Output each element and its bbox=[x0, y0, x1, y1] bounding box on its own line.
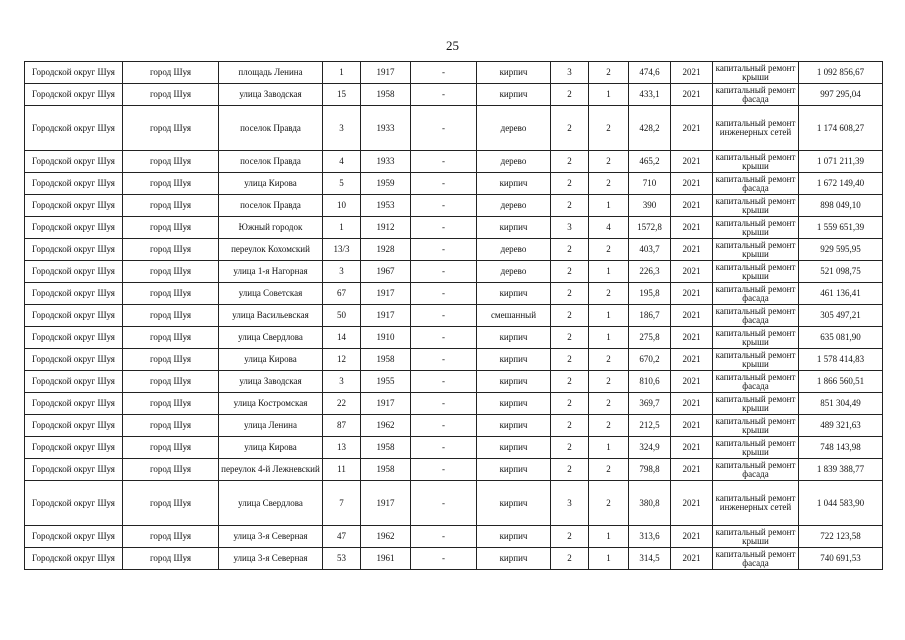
street-cell: переулок Кохомский bbox=[219, 239, 323, 261]
table-row bbox=[25, 84, 883, 106]
street-cell: улица Заводская bbox=[219, 371, 323, 393]
floors-cell: 2 bbox=[551, 151, 589, 173]
municipality-cell: Городской округ Шуя bbox=[25, 548, 123, 570]
cost-cell: 1 866 560,51 bbox=[799, 371, 883, 393]
plan-year-cell: 2021 bbox=[671, 283, 713, 305]
street-cell: улица Кирова bbox=[219, 437, 323, 459]
cost-cell: 997 295,04 bbox=[799, 84, 883, 106]
wall-material-cell: дерево bbox=[477, 151, 551, 173]
entrances-cell: 1 bbox=[589, 261, 629, 283]
municipality-cell: Городской округ Шуя bbox=[25, 393, 123, 415]
house-number-cell: 4 bbox=[323, 151, 361, 173]
plan-year-cell: 2021 bbox=[671, 481, 713, 526]
table-row bbox=[25, 548, 883, 570]
wall-material-cell: кирпич bbox=[477, 327, 551, 349]
floors-cell: 3 bbox=[551, 62, 589, 84]
cost-cell: 722 123,58 bbox=[799, 526, 883, 548]
house-number-cell: 13/3 bbox=[323, 239, 361, 261]
street-cell: улица Кирова bbox=[219, 349, 323, 371]
entrances-cell: 2 bbox=[589, 415, 629, 437]
repair-type-cell: капитальный ремонт фасада bbox=[713, 283, 799, 305]
floors-cell: 2 bbox=[551, 548, 589, 570]
floors-cell: 2 bbox=[551, 415, 589, 437]
entrances-cell: 2 bbox=[589, 371, 629, 393]
area-cell: 390 bbox=[629, 195, 671, 217]
wall-material-cell: кирпич bbox=[477, 415, 551, 437]
settlement-cell: город Шуя bbox=[123, 173, 219, 195]
repair-type-cell: капитальный ремонт фасада bbox=[713, 305, 799, 327]
wall-material-cell: кирпич bbox=[477, 371, 551, 393]
settlement-cell: город Шуя bbox=[123, 84, 219, 106]
settlement-cell: город Шуя bbox=[123, 106, 219, 151]
cost-cell: 1 044 583,90 bbox=[799, 481, 883, 526]
area-cell: 275,8 bbox=[629, 327, 671, 349]
area-cell: 186,7 bbox=[629, 305, 671, 327]
house-number-cell: 12 bbox=[323, 349, 361, 371]
settlement-cell: город Шуя bbox=[123, 393, 219, 415]
floors-cell: 2 bbox=[551, 261, 589, 283]
reconstruction-year-cell: - bbox=[411, 526, 477, 548]
reconstruction-year-cell: - bbox=[411, 371, 477, 393]
house-number-cell: 3 bbox=[323, 106, 361, 151]
table-row bbox=[25, 327, 883, 349]
street-cell: улица Васильевская bbox=[219, 305, 323, 327]
wall-material-cell: дерево bbox=[477, 261, 551, 283]
area-cell: 798,8 bbox=[629, 459, 671, 481]
settlement-cell: город Шуя bbox=[123, 239, 219, 261]
repair-type-cell: капитальный ремонт крыши bbox=[713, 217, 799, 239]
house-number-cell: 1 bbox=[323, 62, 361, 84]
entrances-cell: 2 bbox=[589, 239, 629, 261]
street-cell: улица Заводская bbox=[219, 84, 323, 106]
plan-year-cell: 2021 bbox=[671, 195, 713, 217]
area-cell: 212,5 bbox=[629, 415, 671, 437]
plan-year-cell: 2021 bbox=[671, 84, 713, 106]
entrances-cell: 2 bbox=[589, 173, 629, 195]
repair-type-cell: капитальный ремонт крыши bbox=[713, 327, 799, 349]
table-row bbox=[25, 349, 883, 371]
entrances-cell: 1 bbox=[589, 548, 629, 570]
wall-material-cell: кирпич bbox=[477, 283, 551, 305]
municipality-cell: Городской округ Шуя bbox=[25, 106, 123, 151]
reconstruction-year-cell: - bbox=[411, 217, 477, 239]
floors-cell: 2 bbox=[551, 239, 589, 261]
area-cell: 369,7 bbox=[629, 393, 671, 415]
area-cell: 324,9 bbox=[629, 437, 671, 459]
floors-cell: 2 bbox=[551, 106, 589, 151]
plan-year-cell: 2021 bbox=[671, 437, 713, 459]
build-year-cell: 1958 bbox=[361, 84, 411, 106]
street-cell: переулок 4-й Лежневский bbox=[219, 459, 323, 481]
page-number: 25 bbox=[446, 38, 459, 53]
municipality-cell: Городской округ Шуя bbox=[25, 283, 123, 305]
municipality-cell: Городской округ Шуя bbox=[25, 217, 123, 239]
build-year-cell: 1958 bbox=[361, 459, 411, 481]
floors-cell: 2 bbox=[551, 459, 589, 481]
cost-cell: 1 578 414,83 bbox=[799, 349, 883, 371]
street-cell: улица Свердлова bbox=[219, 327, 323, 349]
build-year-cell: 1953 bbox=[361, 195, 411, 217]
reconstruction-year-cell: - bbox=[411, 393, 477, 415]
repair-type-cell: капитальный ремонт крыши bbox=[713, 526, 799, 548]
floors-cell: 3 bbox=[551, 481, 589, 526]
area-cell: 380,8 bbox=[629, 481, 671, 526]
repair-type-cell: капитальный ремонт фасада bbox=[713, 173, 799, 195]
entrances-cell: 2 bbox=[589, 151, 629, 173]
reconstruction-year-cell: - bbox=[411, 305, 477, 327]
floors-cell: 2 bbox=[551, 327, 589, 349]
cost-cell: 489 321,63 bbox=[799, 415, 883, 437]
street-cell: улица Ленина bbox=[219, 415, 323, 437]
repair-type-cell: капитальный ремонт фасада bbox=[713, 84, 799, 106]
settlement-cell: город Шуя bbox=[123, 349, 219, 371]
house-number-cell: 50 bbox=[323, 305, 361, 327]
plan-year-cell: 2021 bbox=[671, 305, 713, 327]
reconstruction-year-cell: - bbox=[411, 437, 477, 459]
table-row bbox=[25, 371, 883, 393]
repair-type-cell: капитальный ремонт крыши bbox=[713, 437, 799, 459]
municipality-cell: Городской округ Шуя bbox=[25, 526, 123, 548]
settlement-cell: город Шуя bbox=[123, 195, 219, 217]
house-number-cell: 5 bbox=[323, 173, 361, 195]
reconstruction-year-cell: - bbox=[411, 173, 477, 195]
house-number-cell: 10 bbox=[323, 195, 361, 217]
entrances-cell: 2 bbox=[589, 283, 629, 305]
table-row bbox=[25, 305, 883, 327]
settlement-cell: город Шуя bbox=[123, 481, 219, 526]
build-year-cell: 1962 bbox=[361, 526, 411, 548]
wall-material-cell: дерево bbox=[477, 106, 551, 151]
entrances-cell: 2 bbox=[589, 481, 629, 526]
table-row bbox=[25, 239, 883, 261]
repair-type-cell: капитальный ремонт крыши bbox=[713, 239, 799, 261]
municipality-cell: Городской округ Шуя bbox=[25, 481, 123, 526]
street-cell: улица 3-я Северная bbox=[219, 548, 323, 570]
municipality-cell: Городской округ Шуя bbox=[25, 62, 123, 84]
build-year-cell: 1928 bbox=[361, 239, 411, 261]
floors-cell: 2 bbox=[551, 84, 589, 106]
build-year-cell: 1917 bbox=[361, 283, 411, 305]
build-year-cell: 1961 bbox=[361, 548, 411, 570]
floors-cell: 2 bbox=[551, 195, 589, 217]
reconstruction-year-cell: - bbox=[411, 239, 477, 261]
settlement-cell: город Шуя bbox=[123, 437, 219, 459]
street-cell: улица Советская bbox=[219, 283, 323, 305]
table-row bbox=[25, 415, 883, 437]
street-cell: улица 3-я Северная bbox=[219, 526, 323, 548]
floors-cell: 2 bbox=[551, 305, 589, 327]
build-year-cell: 1967 bbox=[361, 261, 411, 283]
table-row bbox=[25, 195, 883, 217]
municipality-cell: Городской округ Шуя bbox=[25, 459, 123, 481]
plan-year-cell: 2021 bbox=[671, 261, 713, 283]
wall-material-cell: кирпич bbox=[477, 481, 551, 526]
reconstruction-year-cell: - bbox=[411, 151, 477, 173]
repair-type-cell: капитальный ремонт крыши bbox=[713, 415, 799, 437]
floors-cell: 2 bbox=[551, 283, 589, 305]
municipality-cell: Городской округ Шуя bbox=[25, 239, 123, 261]
reconstruction-year-cell: - bbox=[411, 62, 477, 84]
area-cell: 226,3 bbox=[629, 261, 671, 283]
area-cell: 670,2 bbox=[629, 349, 671, 371]
wall-material-cell: кирпич bbox=[477, 526, 551, 548]
settlement-cell: город Шуя bbox=[123, 151, 219, 173]
table-row bbox=[25, 217, 883, 239]
entrances-cell: 1 bbox=[589, 84, 629, 106]
entrances-cell: 1 bbox=[589, 327, 629, 349]
area-cell: 428,2 bbox=[629, 106, 671, 151]
table-row bbox=[25, 437, 883, 459]
build-year-cell: 1917 bbox=[361, 481, 411, 526]
reconstruction-year-cell: - bbox=[411, 548, 477, 570]
municipality-cell: Городской округ Шуя bbox=[25, 371, 123, 393]
plan-year-cell: 2021 bbox=[671, 526, 713, 548]
wall-material-cell: смешанный bbox=[477, 305, 551, 327]
municipality-cell: Городской округ Шуя bbox=[25, 84, 123, 106]
plan-year-cell: 2021 bbox=[671, 173, 713, 195]
repair-type-cell: капитальный ремонт фасада bbox=[713, 548, 799, 570]
build-year-cell: 1962 bbox=[361, 415, 411, 437]
municipality-cell: Городской округ Шуя bbox=[25, 261, 123, 283]
area-cell: 710 bbox=[629, 173, 671, 195]
build-year-cell: 1958 bbox=[361, 437, 411, 459]
settlement-cell: город Шуя bbox=[123, 283, 219, 305]
plan-year-cell: 2021 bbox=[671, 371, 713, 393]
repair-type-cell: капитальный ремонт фасада bbox=[713, 459, 799, 481]
plan-year-cell: 2021 bbox=[671, 327, 713, 349]
municipality-cell: Городской округ Шуя bbox=[25, 349, 123, 371]
reconstruction-year-cell: - bbox=[411, 261, 477, 283]
entrances-cell: 1 bbox=[589, 437, 629, 459]
settlement-cell: город Шуя bbox=[123, 415, 219, 437]
street-cell: поселок Правда bbox=[219, 195, 323, 217]
house-number-cell: 22 bbox=[323, 393, 361, 415]
plan-year-cell: 2021 bbox=[671, 62, 713, 84]
entrances-cell: 1 bbox=[589, 305, 629, 327]
build-year-cell: 1917 bbox=[361, 393, 411, 415]
build-year-cell: 1955 bbox=[361, 371, 411, 393]
municipality-cell: Городской округ Шуя bbox=[25, 195, 123, 217]
reconstruction-year-cell: - bbox=[411, 327, 477, 349]
area-cell: 313,6 bbox=[629, 526, 671, 548]
area-cell: 195,8 bbox=[629, 283, 671, 305]
entrances-cell: 1 bbox=[589, 195, 629, 217]
repair-type-cell: капитальный ремонт крыши bbox=[713, 151, 799, 173]
table-row bbox=[25, 106, 883, 151]
reconstruction-year-cell: - bbox=[411, 459, 477, 481]
house-number-cell: 87 bbox=[323, 415, 361, 437]
municipality-cell: Городской округ Шуя bbox=[25, 327, 123, 349]
area-cell: 433,1 bbox=[629, 84, 671, 106]
cost-cell: 1 174 608,27 bbox=[799, 106, 883, 151]
house-number-cell: 67 bbox=[323, 283, 361, 305]
housing-repair-table bbox=[24, 61, 883, 570]
settlement-cell: город Шуя bbox=[123, 327, 219, 349]
floors-cell: 2 bbox=[551, 371, 589, 393]
entrances-cell: 1 bbox=[589, 526, 629, 548]
house-number-cell: 14 bbox=[323, 327, 361, 349]
plan-year-cell: 2021 bbox=[671, 415, 713, 437]
settlement-cell: город Шуя bbox=[123, 548, 219, 570]
wall-material-cell: кирпич bbox=[477, 459, 551, 481]
entrances-cell: 2 bbox=[589, 459, 629, 481]
repair-type-cell: капитальный ремонт крыши bbox=[713, 62, 799, 84]
settlement-cell: город Шуя bbox=[123, 261, 219, 283]
area-cell: 403,7 bbox=[629, 239, 671, 261]
settlement-cell: город Шуя bbox=[123, 305, 219, 327]
repair-type-cell: капитальный ремонт крыши bbox=[713, 261, 799, 283]
plan-year-cell: 2021 bbox=[671, 239, 713, 261]
floors-cell: 3 bbox=[551, 217, 589, 239]
wall-material-cell: дерево bbox=[477, 195, 551, 217]
cost-cell: 1 092 856,67 bbox=[799, 62, 883, 84]
build-year-cell: 1917 bbox=[361, 305, 411, 327]
cost-cell: 740 691,53 bbox=[799, 548, 883, 570]
wall-material-cell: кирпич bbox=[477, 173, 551, 195]
cost-cell: 929 595,95 bbox=[799, 239, 883, 261]
repair-type-cell: капитальный ремонт инженерных сетей bbox=[713, 481, 799, 526]
house-number-cell: 13 bbox=[323, 437, 361, 459]
build-year-cell: 1958 bbox=[361, 349, 411, 371]
wall-material-cell: дерево bbox=[477, 239, 551, 261]
build-year-cell: 1959 bbox=[361, 173, 411, 195]
house-number-cell: 3 bbox=[323, 371, 361, 393]
settlement-cell: город Шуя bbox=[123, 217, 219, 239]
table-row bbox=[25, 393, 883, 415]
street-cell: улица Свердлова bbox=[219, 481, 323, 526]
street-cell: улица Кирова bbox=[219, 173, 323, 195]
cost-cell: 635 081,90 bbox=[799, 327, 883, 349]
wall-material-cell: кирпич bbox=[477, 62, 551, 84]
repair-type-cell: капитальный ремонт крыши bbox=[713, 393, 799, 415]
wall-material-cell: кирпич bbox=[477, 349, 551, 371]
cost-cell: 521 098,75 bbox=[799, 261, 883, 283]
entrances-cell: 2 bbox=[589, 106, 629, 151]
plan-year-cell: 2021 bbox=[671, 151, 713, 173]
floors-cell: 2 bbox=[551, 393, 589, 415]
table-row bbox=[25, 283, 883, 305]
repair-type-cell: капитальный ремонт фасада bbox=[713, 371, 799, 393]
area-cell: 314,5 bbox=[629, 548, 671, 570]
street-cell: улица 1-я Нагорная bbox=[219, 261, 323, 283]
street-cell: поселок Правда bbox=[219, 106, 323, 151]
floors-cell: 2 bbox=[551, 437, 589, 459]
cost-cell: 748 143,98 bbox=[799, 437, 883, 459]
area-cell: 474,6 bbox=[629, 62, 671, 84]
area-cell: 810,6 bbox=[629, 371, 671, 393]
table-row bbox=[25, 62, 883, 84]
build-year-cell: 1910 bbox=[361, 327, 411, 349]
table-row bbox=[25, 261, 883, 283]
house-number-cell: 47 bbox=[323, 526, 361, 548]
repair-type-cell: капитальный ремонт крыши bbox=[713, 195, 799, 217]
floors-cell: 2 bbox=[551, 349, 589, 371]
cost-cell: 1 559 651,39 bbox=[799, 217, 883, 239]
cost-cell: 1 071 211,39 bbox=[799, 151, 883, 173]
house-number-cell: 7 bbox=[323, 481, 361, 526]
settlement-cell: город Шуя bbox=[123, 526, 219, 548]
street-cell: поселок Правда bbox=[219, 151, 323, 173]
entrances-cell: 4 bbox=[589, 217, 629, 239]
cost-cell: 461 136,41 bbox=[799, 283, 883, 305]
floors-cell: 2 bbox=[551, 173, 589, 195]
plan-year-cell: 2021 bbox=[671, 393, 713, 415]
entrances-cell: 2 bbox=[589, 349, 629, 371]
build-year-cell: 1933 bbox=[361, 151, 411, 173]
build-year-cell: 1933 bbox=[361, 106, 411, 151]
plan-year-cell: 2021 bbox=[671, 548, 713, 570]
plan-year-cell: 2021 bbox=[671, 217, 713, 239]
reconstruction-year-cell: - bbox=[411, 481, 477, 526]
house-number-cell: 1 bbox=[323, 217, 361, 239]
reconstruction-year-cell: - bbox=[411, 283, 477, 305]
wall-material-cell: кирпич bbox=[477, 393, 551, 415]
entrances-cell: 2 bbox=[589, 62, 629, 84]
cost-cell: 1 672 149,40 bbox=[799, 173, 883, 195]
area-cell: 465,2 bbox=[629, 151, 671, 173]
table-row bbox=[25, 459, 883, 481]
municipality-cell: Городской округ Шуя bbox=[25, 173, 123, 195]
entrances-cell: 2 bbox=[589, 393, 629, 415]
cost-cell: 851 304,49 bbox=[799, 393, 883, 415]
reconstruction-year-cell: - bbox=[411, 195, 477, 217]
street-cell: площадь Ленина bbox=[219, 62, 323, 84]
plan-year-cell: 2021 bbox=[671, 106, 713, 151]
table-row bbox=[25, 481, 883, 526]
cost-cell: 305 497,21 bbox=[799, 305, 883, 327]
reconstruction-year-cell: - bbox=[411, 106, 477, 151]
repair-type-cell: капитальный ремонт инженерных сетей bbox=[713, 106, 799, 151]
house-number-cell: 3 bbox=[323, 261, 361, 283]
municipality-cell: Городской округ Шуя bbox=[25, 151, 123, 173]
wall-material-cell: кирпич bbox=[477, 217, 551, 239]
wall-material-cell: кирпич bbox=[477, 548, 551, 570]
plan-year-cell: 2021 bbox=[671, 459, 713, 481]
wall-material-cell: кирпич bbox=[477, 84, 551, 106]
table-row bbox=[25, 526, 883, 548]
plan-year-cell: 2021 bbox=[671, 349, 713, 371]
reconstruction-year-cell: - bbox=[411, 84, 477, 106]
build-year-cell: 1917 bbox=[361, 62, 411, 84]
municipality-cell: Городской округ Шуя bbox=[25, 415, 123, 437]
table-row bbox=[25, 151, 883, 173]
street-cell: улица Костромская bbox=[219, 393, 323, 415]
house-number-cell: 53 bbox=[323, 548, 361, 570]
reconstruction-year-cell: - bbox=[411, 415, 477, 437]
street-cell: Южный городок bbox=[219, 217, 323, 239]
floors-cell: 2 bbox=[551, 526, 589, 548]
wall-material-cell: кирпич bbox=[477, 437, 551, 459]
cost-cell: 1 839 388,77 bbox=[799, 459, 883, 481]
settlement-cell: город Шуя bbox=[123, 62, 219, 84]
house-number-cell: 11 bbox=[323, 459, 361, 481]
reconstruction-year-cell: - bbox=[411, 349, 477, 371]
build-year-cell: 1912 bbox=[361, 217, 411, 239]
settlement-cell: город Шуя bbox=[123, 371, 219, 393]
area-cell: 1572,8 bbox=[629, 217, 671, 239]
municipality-cell: Городской округ Шуя bbox=[25, 437, 123, 459]
repair-type-cell: капитальный ремонт крыши bbox=[713, 349, 799, 371]
settlement-cell: город Шуя bbox=[123, 459, 219, 481]
municipality-cell: Городской округ Шуя bbox=[25, 305, 123, 327]
table-row bbox=[25, 173, 883, 195]
cost-cell: 898 049,10 bbox=[799, 195, 883, 217]
house-number-cell: 15 bbox=[323, 84, 361, 106]
